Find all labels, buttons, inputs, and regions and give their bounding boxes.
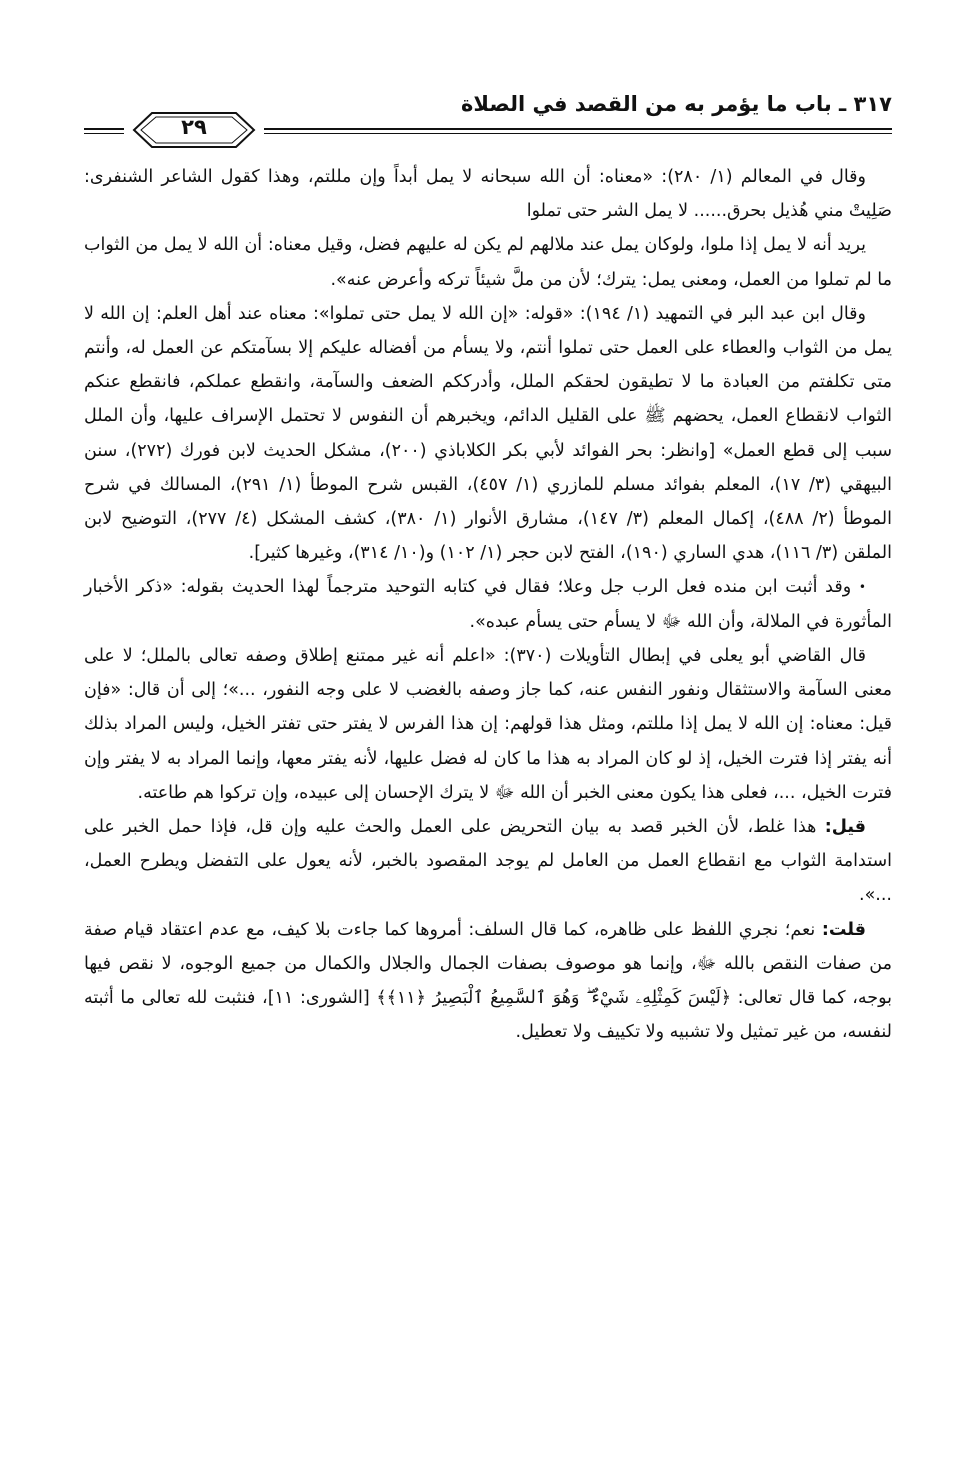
paragraph-ibn-mandah xyxy=(84,570,892,639)
qila-lead: قيل: xyxy=(824,816,866,837)
page-body xyxy=(84,160,892,1049)
paragraph-maalim: وقال في المعالم (١/ ٢٨٠): «معناه: أن الله سبحانه لا يمل أبداً وإن مللتم، وهذا كقول الشاعر الشنفرى: صَلِيتْ مني هُذيل بحرق...... لا يمل الشر حتى تملوا xyxy=(84,167,892,222)
paragraph-abu-yala: قال القاضي أبو يعلى في إبطال التأويلات (٣٧٠): «اعلم أنه غير ممتنع إطلاق وصفه تعالى بالملل؛ لا على معنى السآمة والاستثقال ونفور النفس عنه، كما جاز وصفه بالغضب لا على وجه النفور، ...»؛ إلى أن قال: «فإن قيل: معناه: إن الله لا يمل إذا مللتم، ومثل هذا قولهم: إن هذا الفرس لا يفتر حتى تفتر الخيل، وليس المراد بذلك أنه يفتر إذا فترت الخيل، إذ لو كان المراد به هذا ما كان له فضل عليها، لأنه يفتر معها، وإنما المراد به لا يفتر وإن فترت الخيل، ...، فعلى هذا يكون معنى الخبر أن الله ﷻ لا يترك الإحسان إلى عبيده، وإن تركوا هم طاعته. xyxy=(84,645,892,803)
page-header xyxy=(84,88,892,140)
qultu-text: نعم؛ نجري اللفظ على ظاهره، كما قال السلف: أمروها كما جاءت بلا كيف، مع عدم اعتقاد قيام صفة من صفات النقص بالله ﷻ، وإنما هو موصوف بصفات الجمال والجلال والكمال من جميع الوجوه، لا نقص فيها بوجه، كما قال تعالى: ﴿لَيْسَ كَمِثْلِهِۦ شَيْءٌ ۖ وَهُوَ ٱلسَّمِيعُ ٱلْبَصِيرُ ﴿١١﴾﴾ [الشورى: ١١]، فنثبت لله تعالى ما أثبته لنفسه، من غير تمثيل ولا تشبيه ولا تكييف ولا تعطيل. xyxy=(84,919,892,1043)
paragraph-qila xyxy=(84,810,892,913)
paragraph-tamheed: وقال ابن عبد البر في التمهيد (١/ ١٩٤): «قوله: «إن الله لا يمل حتى تملوا»: معناه عند أهل العلم: إن الله لا يمل من الثواب والعطاء على العمل حتى تملوا أنتم، ولا يسأم من أفضاله عليكم إلا بسآمتكم عن العمل له، وأنتم متى تكلفتم من العبادة ما لا تطيقون لحقكم الملل، وأدرككم الضعف والسآمة، وانقطع عملكم، فانقطع عنكم الثواب لانقطاع العمل، يحضهم ﷺ على القليل الدائم، ويخبرهم أن النفوس لا تحتمل الإسراف عليها، وأن الملل سبب إلى قطع العمل» [وانظر: بحر الفوائد لأبي بكر الكلاباذي (٢٠٠)، مشكل الحديث لابن فورك (٢٧٢)، سنن البيهقي (٣/ ١٧)، المعلم بفوائد مسلم للمازري (١/ ٤٥٧)، القبس شرح الموطأ (١/ ٢٩١)، المسالك في شرح الموطأ (٢/ ٤٨٨)، إكمال المعلم (٣/ ١٤٧)، مشارق الأنوار (١/ ٣٨٠)، كشف المشكل (٤/ ٢٧٧)، التوضيح لابن الملقن (٣/ ١١٦)، هدي الساري (١٩٠)، الفتح لابن حجر (١/ ١٠٢) و(١٠/ ٣١٤)، وغيرها كثير]. xyxy=(84,303,892,564)
page-number: ٢٩ xyxy=(181,115,207,139)
paragraph-qultu xyxy=(84,913,892,1050)
book-page xyxy=(84,88,892,1049)
bullet-marker: • xyxy=(858,580,866,595)
qila-text: هذا غلط، لأن الخبر قصد به بيان التحريض على العمل والحث عليه وإن قل، فإذا حمل الخبر على استدامة الثواب مع انقطاع العمل من العامل لم يوجد المقصود بالخبر، لأنه يعول على التفضل ويطرح العمل، ...». xyxy=(84,816,892,906)
paragraph-ibn-mandah-text: وقد أثبت ابن منده فعل الرب جل وعلا؛ فقال في كتابه التوحيد مترجماً لهذا الحديث بقوله: «ذكر الأخبار المأثورة في الملالة، وأن الله ﷻ لا يسأم حتى يسأم عبده». xyxy=(84,577,892,632)
paragraph-explanation: يريد أنه لا يمل إذا ملوا، ولوكان يمل عند ملالهم لم يكن له عليهم فضل، وقيل معناه: أن الله لا يمل من الثواب ما لم تملوا من العمل، ومعنى يمل: يترك؛ لأن من ملَّ شيئاً تركه وأعرض عنه». xyxy=(84,235,892,290)
page-number-badge xyxy=(124,110,264,150)
chapter-title: ٣١٧ ـ باب ما يؤمر به من القصد في الصلاة xyxy=(461,92,892,116)
qultu-lead: قلت: xyxy=(821,919,866,940)
